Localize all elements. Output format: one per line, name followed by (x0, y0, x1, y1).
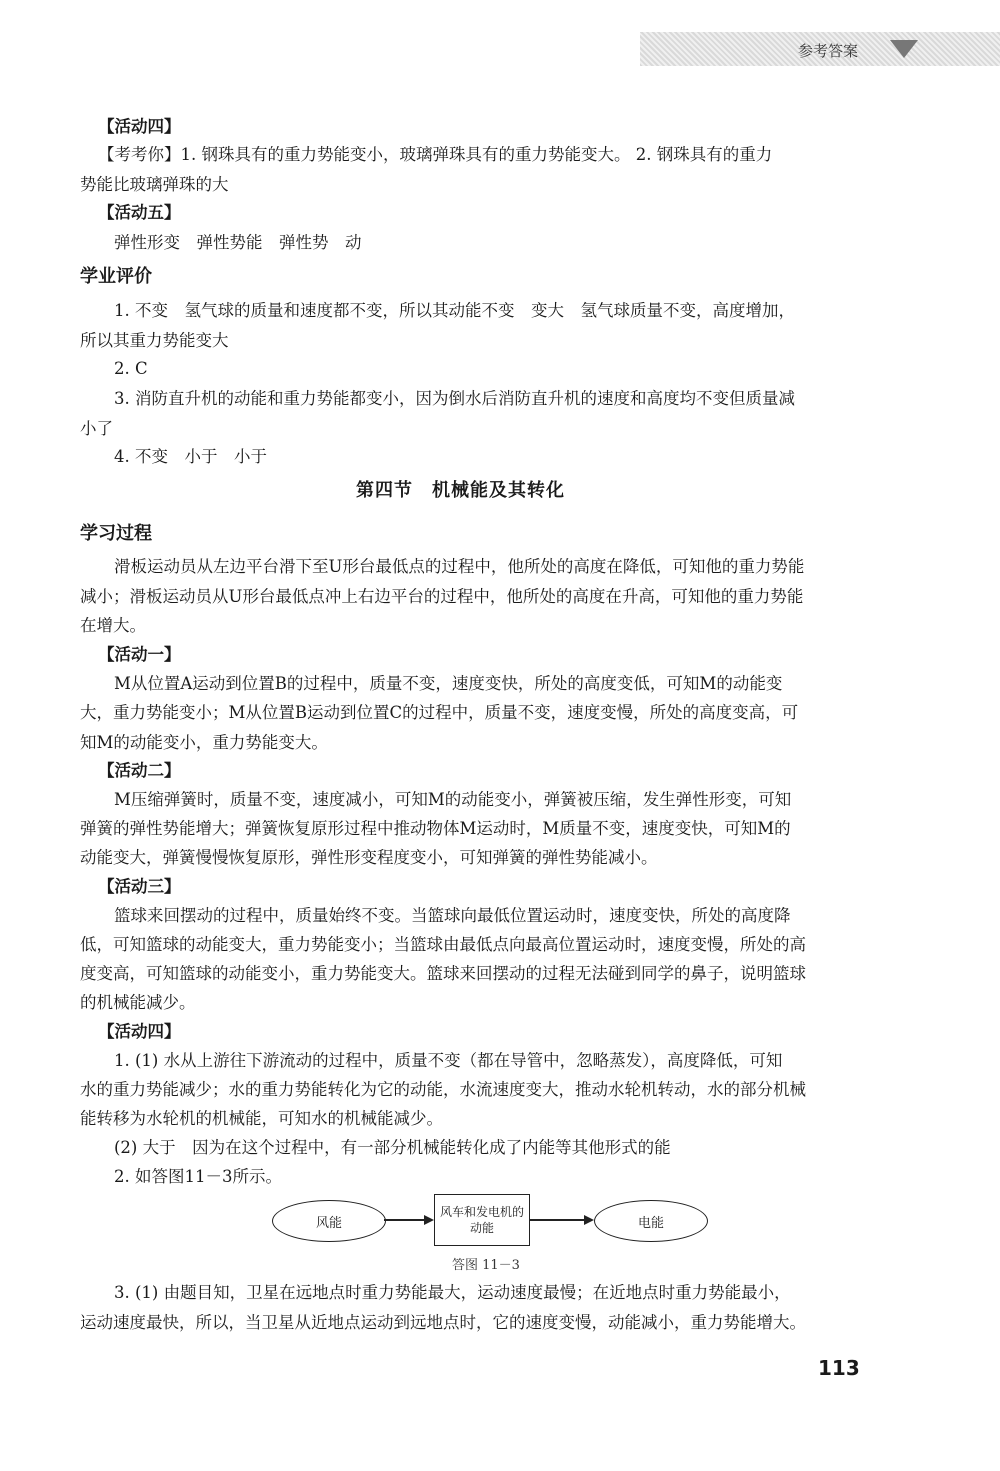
activity-heading: 【活动四】 (98, 117, 181, 136)
text-line: M从位置A运动到位置B的过程中，质量不变，速度变快，所处的高度变低，可知M的动能变 (114, 674, 783, 693)
text-line: 度变高，可知篮球的动能变小，重力势能变大。篮球来回摆动的过程无法碰到同学的鼻子，说明篮球 (80, 964, 806, 983)
section-heading: 学业评价 (80, 266, 152, 287)
arrow-head-icon (424, 1215, 434, 1225)
text-line: 减小；滑板运动员从U形台最低点冲上右边平台的过程中，他所处的高度在升高，可知他的重力势能 (80, 587, 804, 606)
running-header-title: 参考答案 (798, 42, 859, 60)
text-line: 滑板运动员从左边平台滑下至U形台最低点的过程中，他所处的高度在降低，可知他的重力势能 (114, 557, 805, 576)
diagram-node-electric-energy: 电能 (594, 1200, 708, 1242)
text-line: 的机械能减少。 (80, 993, 196, 1012)
text-line: 水的重力势能减少；水的重力势能转化为它的动能，水流速度变大，推动水轮机转动，水的部分机械 (80, 1080, 806, 1099)
diagram-node-kinetic-energy: 风车和发电机的动能 (434, 1194, 530, 1246)
text-line: 弹性形变 弹性势能 弹性势 动 (114, 233, 362, 252)
text-line: 篮球来回摆动的过程中，质量始终不变。当篮球向最低位置运动时，速度变快，所处的高度降 (114, 906, 791, 925)
section-title: 第四节 机械能及其转化 (356, 480, 565, 501)
activity-heading: 【活动四】 (98, 1022, 181, 1041)
text-line: 运动速度最快，所以，当卫星从近地点运动到远地点时，它的速度变慢，动能减小，重力势能增大。 (80, 1313, 806, 1332)
text-line: 2. 如答图11－3所示。 (114, 1167, 282, 1186)
arrow-head-icon (584, 1215, 594, 1225)
text-line: M压缩弹簧时，质量不变，速度减小，可知M的动能变小，弹簧被压缩，发生弹性形变，可知 (114, 790, 792, 809)
text-line: 知M的动能变小，重力势能变大。 (80, 733, 328, 752)
text-line: 能转移为水轮机的机械能，可知水的机械能减少。 (80, 1109, 443, 1128)
text-line: 小了 (80, 419, 113, 438)
text-line: 低，可知篮球的动能变大，重力势能变小；当篮球由最低点向最高位置运动时，速度变慢，所处的高 (80, 935, 806, 954)
activity-heading: 【活动一】 (98, 645, 181, 664)
text-line: 3. 消防直升机的动能和重力势能都变小，因为倒水后消防直升机的速度和高度均不变但质量减 (114, 389, 795, 408)
text-line: 动能变大，弹簧慢慢恢复原形，弹性形变程度变小，可知弹簧的弹性势能减小。 (80, 848, 658, 867)
text-line: 1. (1) 水从上游往下游流动的过程中，质量不变（都在导管中，忽略蒸发），高度降低，可知 (114, 1051, 783, 1070)
text-line: (2) 大于 因为在这个过程中，有一部分机械能转化成了内能等其他形式的能 (114, 1138, 671, 1157)
text-line: 大，重力势能变小；M从位置B运动到位置C的过程中，质量不变，速度变慢，所处的高度变高，可 (80, 703, 799, 722)
activity-heading: 【活动三】 (98, 877, 181, 896)
text-line: 所以其重力势能变大 (80, 331, 229, 350)
activity-heading: 【活动五】 (98, 203, 181, 222)
text-line: 势能比玻璃弹珠的大 (80, 175, 229, 194)
figure-caption: 答图 11－3 (452, 1258, 520, 1273)
text-line: 在增大。 (80, 616, 146, 635)
diagram-arrow (530, 1219, 586, 1221)
activity-heading: 【活动二】 (98, 761, 181, 780)
diagram-arrow (384, 1219, 426, 1221)
text-line: 1. 不变 氢气球的质量和速度都不变，所以其动能不变 变大 氢气球质量不变，高度增加， (114, 301, 795, 320)
text-line: 【考考你】1. 钢珠具有的重力势能变小，玻璃弹珠具有的重力势能变大。 2. 钢珠具有的重力 (98, 145, 773, 164)
text-line: 4. 不变 小于 小于 (114, 447, 267, 466)
text-line: 2. C (114, 359, 148, 378)
page-number: 113 (818, 1356, 860, 1380)
diagram-node-wind-energy: 风能 (272, 1200, 386, 1242)
text-line: 3. (1) 由题目知，卫星在远地点时重力势能最大，运动速度最慢；在近地点时重力势能最小， (114, 1283, 791, 1302)
header-arrow-icon (890, 40, 918, 58)
section-heading: 学习过程 (80, 523, 152, 544)
text-line: 弹簧的弹性势能增大；弹簧恢复原形过程中推动物体M运动时，M质量不变，速度变快，可知M的 (80, 819, 791, 838)
